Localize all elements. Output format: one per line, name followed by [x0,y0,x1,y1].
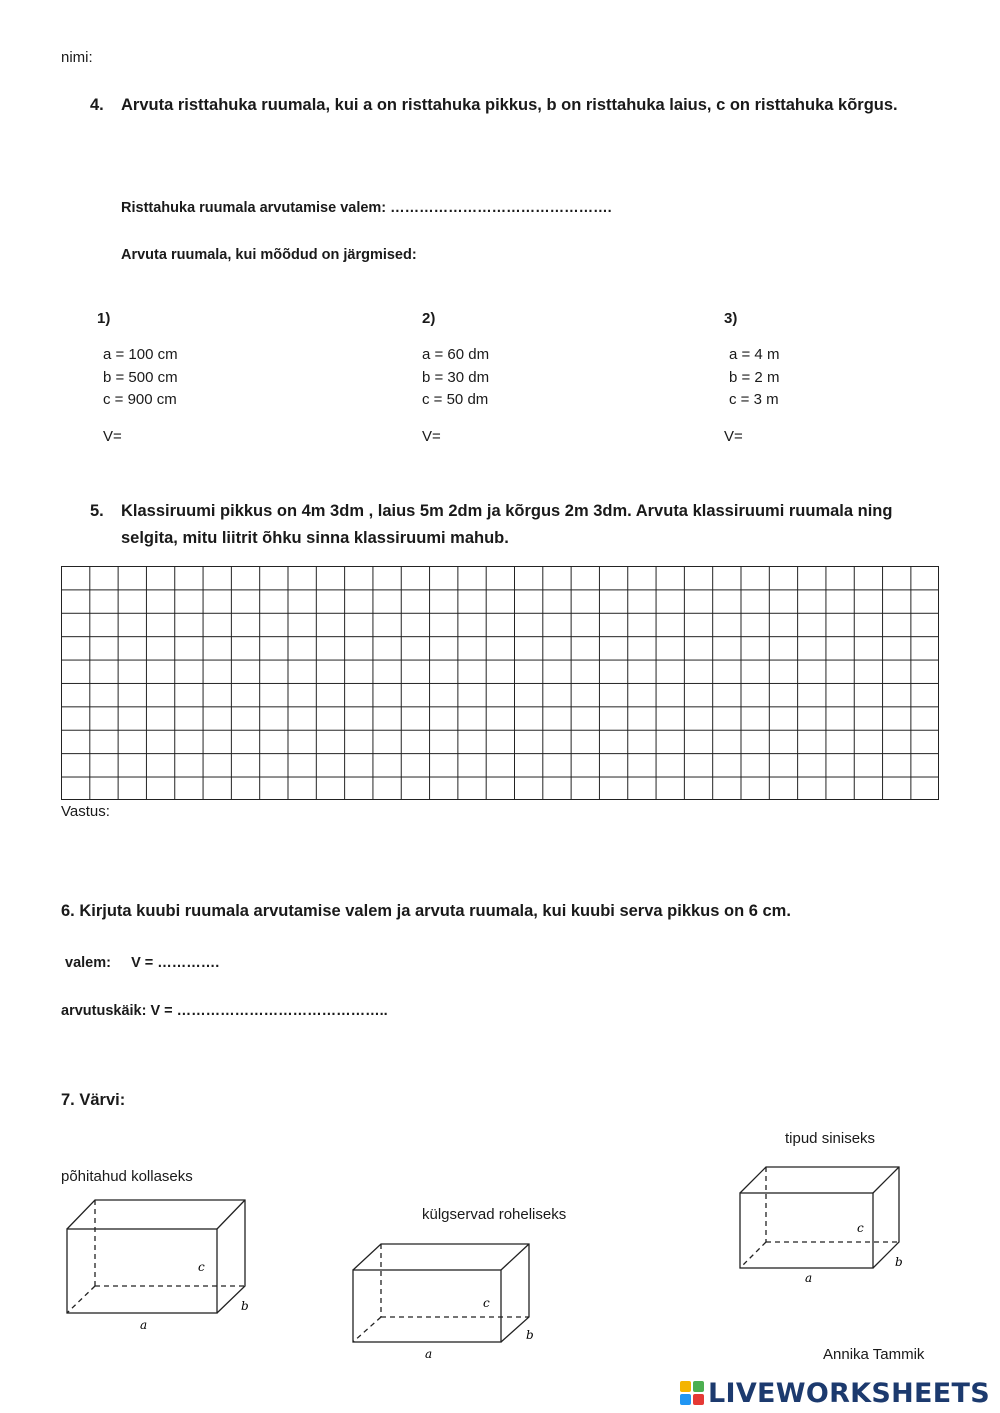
q4-formula-label: Risttahuka ruumala arvutamise valem: ………………………………………. [121,200,612,216]
box2-top-right-edge [501,1244,529,1270]
problem-3-a: a = 4 m [729,346,780,363]
problem-1-values [103,344,178,412]
box2-caption: külgservad roheliseks [422,1206,567,1223]
problem-1-volume: V= [103,428,122,445]
q5-number: 5. [90,502,104,520]
problem-3-c: c = 3 m [729,391,779,408]
box1-front-face [67,1229,217,1313]
problem-1-c: c = 900 cm [103,391,177,408]
box3-label-b: b [895,1255,903,1269]
cuboid-figure-1[interactable] [55,1192,275,1342]
box2-front-face [353,1270,501,1342]
problem-2-label: 2) [422,310,436,327]
problem-1-a: a = 100 cm [103,346,178,363]
problem-2-volume: V= [422,428,441,445]
box2-label-b: b [526,1328,534,1342]
problem-1-b: b = 500 cm [103,368,178,386]
logo-text: LIVEWORKSHEETS [707,1377,990,1409]
q6-calc-line: arvutuskäik: V = …………………………………….. [61,1003,388,1019]
box3-caption: tipud siniseks [785,1130,876,1147]
box2-back-edges [353,1244,529,1342]
box1-label-c: c [198,1260,205,1274]
box3-front-face [740,1193,873,1268]
name-label: nimi: [61,49,93,66]
cuboid-figure-2[interactable] [345,1237,555,1367]
q6-text: 6. Kirjuta kuubi ruumala arvutamise valem ja arvuta ruumala, kui kuubi serva pikkus on 6 cm. [61,902,791,920]
q7-title: 7. Värvi: [61,1091,126,1109]
problem-3-values [729,344,779,412]
problem-2-b: b = 30 dm [422,368,490,386]
logo-blocks-icon [680,1381,704,1405]
cuboid-figure-3[interactable] [732,1160,922,1290]
logo-block-2 [693,1381,704,1392]
box1-label-a: a [140,1318,148,1332]
answer-grid[interactable] [61,566,939,800]
box1-label-b: b [241,1299,249,1313]
box2-label-a: a [425,1347,433,1361]
logo-block-4 [693,1394,704,1405]
q5-text: Klassiruumi pikkus on 4m 3dm , laius 5m 2dm ja kõrgus 2m 3dm. Arvuta klassiruumi ruumala ning selgita, mitu liitrit õhku sinna klassiruumi mahub. [121,502,893,547]
q4-text: Arvuta risttahuka ruumala, kui a on risttahuka pikkus, b on risttahuka laius, c on risttahuka kõrgus. [121,96,898,114]
box3-label-a: a [805,1271,813,1285]
box3-label-c: c [857,1221,864,1235]
q4-number: 4. [90,96,104,114]
q4-calc-intro: Arvuta ruumala, kui mõõdud on järgmised: [121,247,417,263]
box1-top-right-edge [217,1200,245,1229]
problem-3-b: b = 2 m [729,368,780,386]
box2-hidden-edges [353,1244,529,1342]
box3-top-right-edge [873,1167,899,1193]
q6-formula-line: valem: V = …………. [65,955,220,971]
author-name: Annika Tammik [823,1346,925,1363]
problem-3-label: 3) [724,310,738,327]
problem-2-a: a = 60 dm [422,346,490,363]
problem-1-label: 1) [97,310,111,327]
logo-block-3 [680,1394,691,1405]
problem-3-volume: V= [724,428,743,445]
box2-label-c: c [483,1296,490,1310]
box3-hidden-edges [740,1167,899,1268]
box3-back-edges [740,1167,899,1268]
box1-hidden-edges [67,1200,245,1313]
liveworksheets-logo[interactable] [680,1376,990,1410]
q5-answer-label: Vastus: [61,803,110,820]
problem-2-values [422,344,489,412]
box1-back-edges [67,1200,245,1313]
box1-caption: põhitahud kollaseks [61,1168,193,1185]
problem-2-c: c = 50 dm [422,391,489,408]
logo-block-1 [680,1381,691,1392]
